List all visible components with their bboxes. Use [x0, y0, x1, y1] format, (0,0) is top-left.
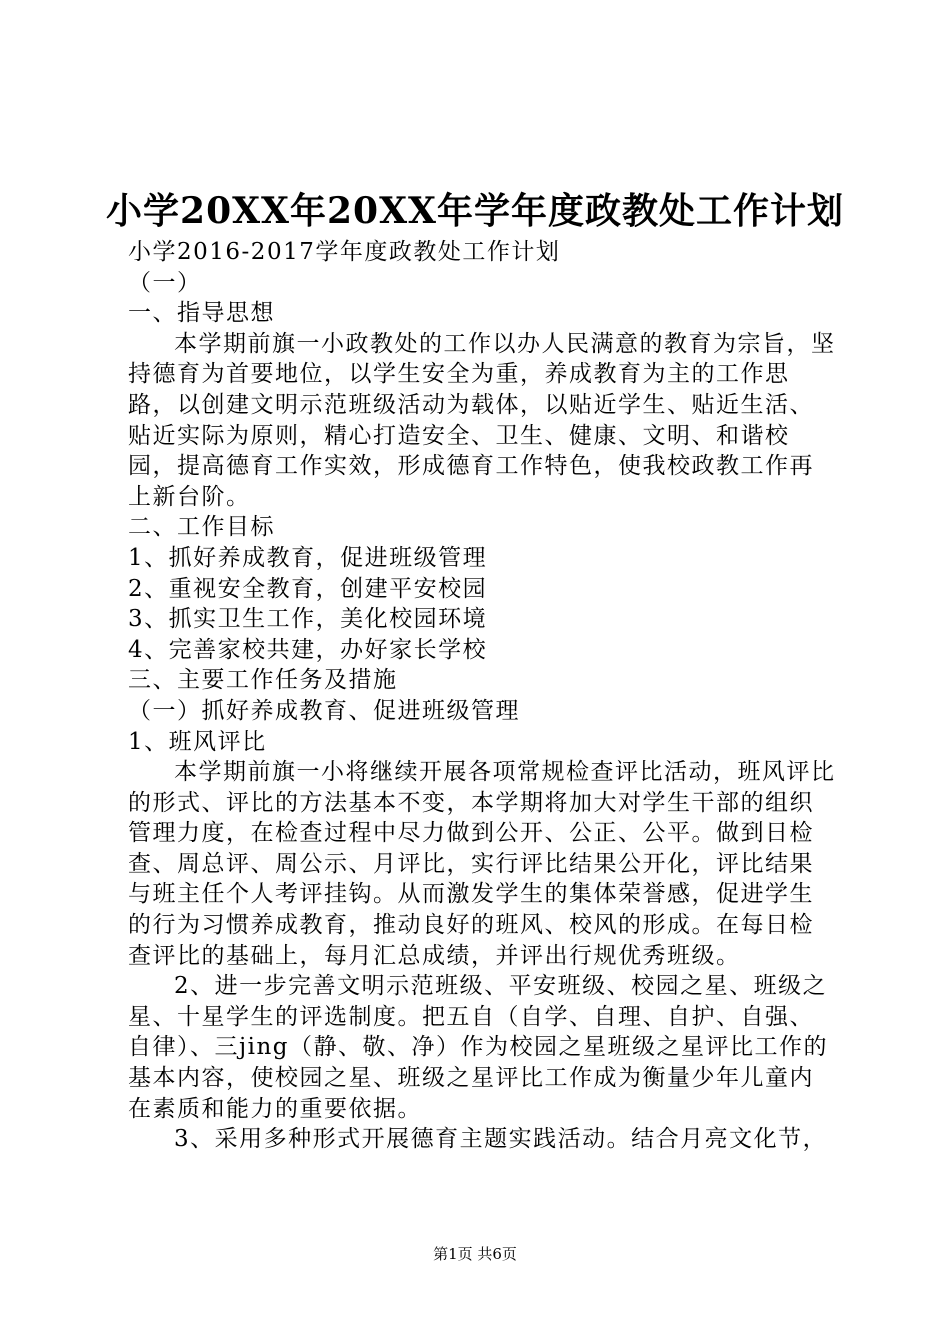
subheading-habit-education: （一）抓好养成教育、促进班级管理: [128, 697, 520, 724]
section-marker: （一）: [128, 269, 202, 296]
goal-item-1: 1、抓好养成教育，促进班级管理: [128, 544, 488, 571]
paragraph-guiding-thought: 本学期前旗一小政教处的工作以办人民满意的教育为宗旨，坚持德育为首要地位，以学生安全为重，养成教育为主的工作思路，以创建文明示范班级活动为载体，以贴近学生、贴近生活、贴近实际为原则，精心打造安全、卫生、健康、文明、和谐校园，提高德育工作实效，形成德育工作特色，使我校政教工作再上新台阶。: [128, 330, 836, 510]
subtitle-line: 小学2016-2017学年度政教处工作计划: [128, 239, 561, 265]
document-title: 小学20XX年20XX年学年度政教处工作计划: [106, 190, 844, 232]
goal-item-3: 3、抓实卫生工作，美化校园环境: [128, 606, 488, 633]
paragraph-selection-system: 2、进一步完善文明示范班级、平安班级、校园之星、班级之星、十星学生的评选制度。把五自（自学、自理、自护、自强、自律）、三jing（静、敬、净）作为校园之星班级之星评比工作的基本内容，使校园之星、班级之星评比工作成为衡量少年儿童内在素质和能力的重要依据。: [128, 973, 829, 1122]
page-number-footer: 第1页 共6页: [433, 1245, 517, 1263]
subheading-class-evaluation: 1、班风评比: [128, 728, 267, 755]
goal-item-2: 2、重视安全教育，创建平安校园: [128, 575, 488, 602]
heading-work-goals: 二、工作目标: [128, 514, 275, 541]
document-body: [128, 237, 838, 1155]
paragraph-class-evaluation: 本学期前旗一小将继续开展各项常规检查评比活动，班风评比的形式、评比的方法基本不变，本学期将加大对学生干部的组织管理力度，在检查过程中尽力做到公开、公正、公平。做到日检查、周总评、周公示、月评比，实行评比结果公开化，评比结果与班主任个人考评挂钩。从而激发学生的集体荣誉感，促进学生的行为习惯养成教育，推动良好的班风、校风的形成。在每日检查评比的基础上，每月汇总成绩，并评出行规优秀班级。: [128, 759, 836, 969]
heading-guiding-thought: 一、指导思想: [128, 300, 275, 327]
heading-main-tasks: 三、主要工作任务及措施: [128, 667, 398, 694]
goal-item-4: 4、完善家校共建，办好家长学校: [128, 636, 488, 663]
paragraph-practice-activities: 3、采用多种形式开展德育主题实践活动。结合月亮文化节，: [174, 1126, 828, 1153]
